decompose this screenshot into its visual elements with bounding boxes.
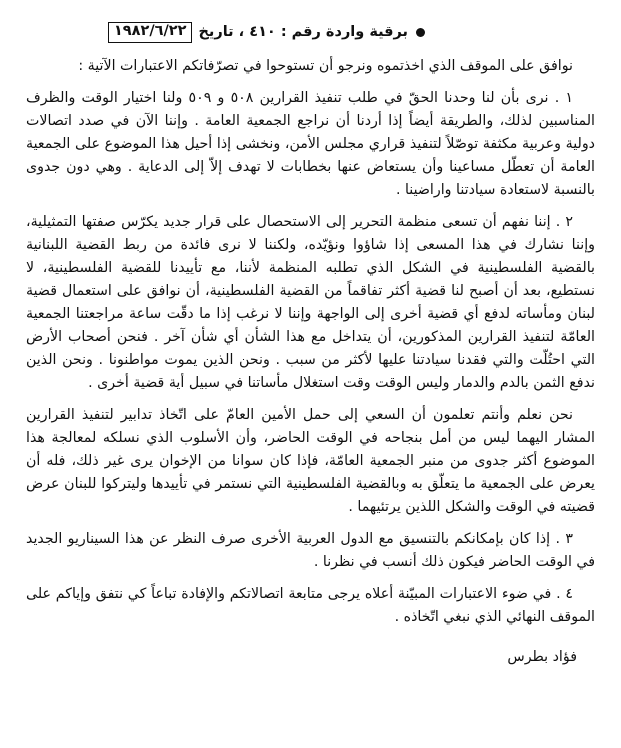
unnumbered-paragraph: [26, 404, 595, 519]
paragraph-text-5: في ضوء الاعتبارات المبيّنة أعلاه يرجى متابعة اتصالاتكم والإفادة تباعاً كي نتفق وإياكم على الموقف النهائي الذي نبغي اتّخاذه .: [26, 585, 595, 625]
numbered-paragraph-2: [26, 211, 595, 395]
numbered-paragraph-4: [26, 583, 595, 629]
paragraph-text-2: إننا نفهم أن تسعى منظمة التحرير إلى الاستحصال على قرار جديد يكرّس صفتها التمثيلية، وإننا نشارك في هذا المسعى إذا شاؤوا ونؤيّده، ولكننا لا نرى فائدة من ربط القضية اللبنانية بالقضية الفلسطينية في الشكل الذي تطلبه المنظمة لأننا، مع تأييدنا للقضية الفلسطينية، لا نستطيع، بعد أن أصبح لنا قضية أكثر تفاقماً من القضية الفلسطينية، أن نوافق على استعمال قضية لبنان ومأساته لدفع أي قضية أخرى إلى الواجهة وإننا لا نرغب إذا ما دقّت ساعة مراجعتنا الجمعية العامّة لتنفيذ القرارين المذكورين، أن يتداخل مع هذا الشأن أي شأن آخر . فنحن أصحاب الأرض التي احتُلّت والتي فقدنا سيادتنا عليها لأكثر من سبب . ونحن الذين يموت مواطنونا . ونحن الذين ندفع الثمن بالدم والدمار وليس الوقت وقت استغلال مأساتنا في سبيل أية قضية أخرى .: [26, 213, 595, 391]
paragraph-number-1: ١ .: [554, 89, 573, 106]
paragraph-number-4: ٤ .: [556, 585, 573, 602]
telegram-reference-label: برقية واردة رقم : ٤١٠ ، تاريخ: [198, 24, 408, 41]
paragraph-number-2: ٢ .: [555, 213, 573, 230]
paragraph-number-3: ٣ .: [555, 530, 574, 547]
intro-paragraph: نوافق على الموقف الذي اخذتموه ونرجو أن تستوحوا في تصرّفاتكم الاعتبارات الآتية :: [78, 57, 573, 74]
paragraph-text-1: نرى بأن لنا وحدنا الحقّ في طلب تنفيذ القرارين ٥٠٨ و ٥٠٩ ولنا اختيار الوقت والظرف المناسبين لذلك، والطريقة أيضاً إذا أردنا أن نراجع الجمعية العامة . وإننا الآن في صدد اتصالات دولية وعربية مكثفة توصّلاً لتنفيذ قراري مجلس الأمن، ونخشى إذا أحيل هذا الموضوع على الجمعية العامة أن تعطّل مساعينا وأن يستعاض عنها بخطابات لا تهدف إلاّ إلى الدعاية . وهي دون جدوى بالنسبة لاستعادة سيادتنا واراضينا .: [26, 89, 595, 198]
paragraph-text-4: إذا كان بإمكانكم بالتنسيق مع الدول العربية الأخرى صرف النظر عن هذا السيناريو الجديد في الوقت الحاضر فيكون ذلك أنسب في نظرنا .: [26, 530, 595, 570]
document-header: [26, 22, 425, 43]
document-body: [26, 55, 595, 629]
numbered-paragraph-3: [26, 528, 595, 574]
signature-line: فؤاد بطرس: [507, 648, 577, 665]
bullet-icon: [416, 28, 425, 37]
telegram-date-box: ١٩٨٢/٦/٢٢: [108, 22, 193, 43]
paragraph-text-3: نحن نعلم وأنتم تعلمون أن السعي إلى حمل الأمين العامّ على اتّخاذ تدابير لتنفيذ القرارين المشار اليهما ليس من أمل بنجاحه في الوقت الحاضر، وأن الأسلوب الذي نسلكه لمعالجة هذا الموضوع أكثر جدوى من منبر الجمعية العامّة، فإذا كان سوانا من الإخوان يرى غير ذلك، فله أن يعرض على الجمعية ما يتعلّق به وبالقضية الفلسطينية التي نستمر في تأييدها وليتركوا للبنان عرض قضيته في الوقت والشكل اللذين يرتئيهما .: [26, 406, 595, 515]
numbered-paragraph-1: [26, 87, 595, 202]
